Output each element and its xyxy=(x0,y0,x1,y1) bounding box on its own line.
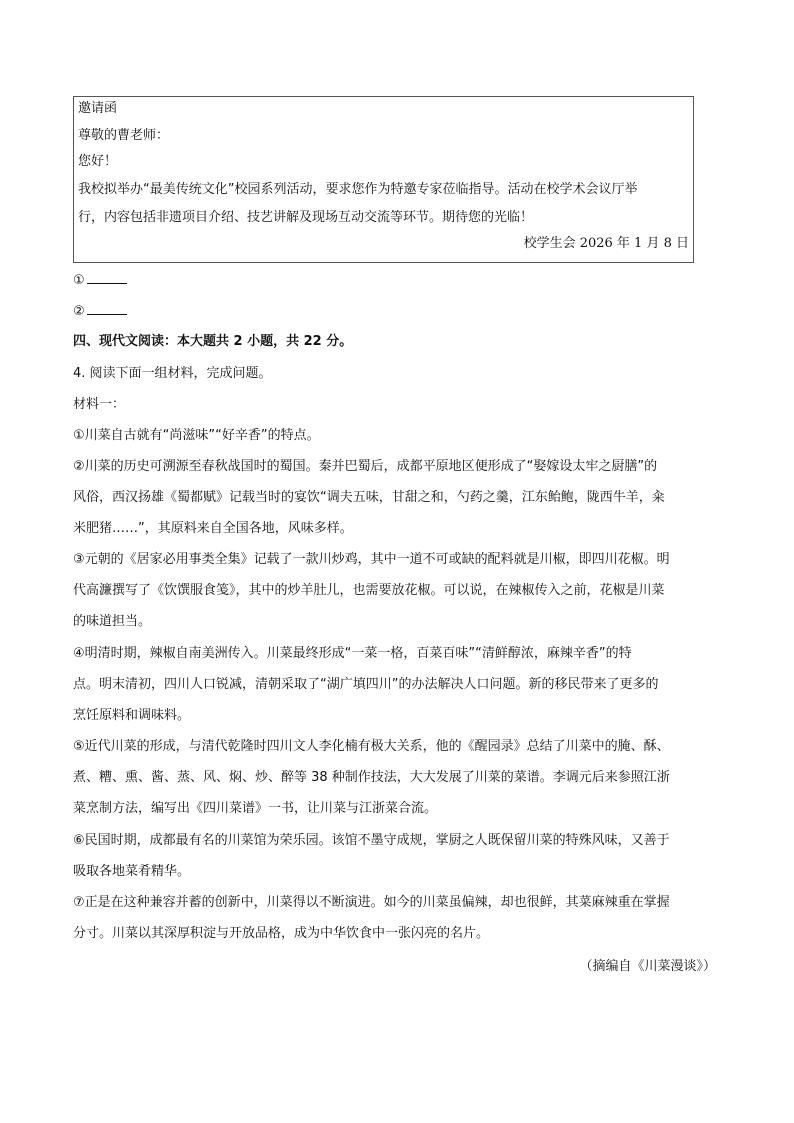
material-label: 材料一： xyxy=(73,397,126,412)
paragraph-line: ③元朝的《居家必用事类全集》记载了一款川炒鸡，其中一道不可或缺的配料就是川椒，即四川花椒。明 xyxy=(73,552,670,567)
paragraph-line: ⑥民国时期，成都最有名的川菜馆为荣乐园。该馆不墨守成规，掌厨之人既保留川菜的特殊风味，又善于 xyxy=(73,833,670,848)
paragraph-line: 代高濂撰写了《饮馔服食笺》，其中的炒羊肚儿，也需要放花椒。可以说，在辣椒传入之前，花椒是川菜 xyxy=(73,583,665,598)
answer-underline-2[interactable] xyxy=(87,302,127,315)
paragraph-line: ①川菜自古就有“尚滋味”“好辛香”的特点。 xyxy=(73,428,320,443)
paragraph-line: 吸取各地菜肴精华。 xyxy=(73,864,191,879)
source-citation: （摘编自《川菜漫谈》） xyxy=(579,959,716,974)
answer-underline-1[interactable] xyxy=(87,271,127,284)
paragraph-line: 米肥猪……”，其原料来自全国各地，风味多样。 xyxy=(73,521,353,536)
paragraph-line: ⑦正是在这种兼容并蓄的创新中，川菜得以不断演进。如今的川菜虽偏辣，却也很鲜，其菜麻辣重在掌握 xyxy=(73,895,670,910)
paragraph-line: ⑤近代川菜的形成，与清代乾隆时四川文人李化楠有极大关系，他的《醒园录》总结了川菜中的腌、酥、 xyxy=(73,739,670,754)
answer-number-2: ② xyxy=(73,304,85,319)
invitation-title: 邀请函 xyxy=(78,101,118,116)
paragraph-line: 煮、糟、熏、酱、蒸、风、焖、炒、醉等 38 种制作技法，大大发展了川菜的菜谱。李调元后来参照江浙 xyxy=(73,770,670,785)
paragraph-line: 分寸。川菜以其深厚积淀与开放品格，成为中华饮食中一张闪亮的名片。 xyxy=(73,926,490,941)
paragraph-line: 风俗，西汉扬雄《蜀都赋》记载当时的宴饮“调夫五味，甘甜之和，勺药之羹，江东鲐鲍，陇西牛羊，籴 xyxy=(73,490,665,505)
invitation-box xyxy=(73,96,694,263)
paragraph-line: 的味道担当。 xyxy=(73,614,152,629)
invitation-body-line1: 我校拟举办“最美传统文化”校园系列活动，要求您作为特邀专家莅临指导。活动在校学术会议厅举 xyxy=(78,182,638,197)
answer-blank-1 xyxy=(73,271,127,290)
paragraph-line: 烹饪原料和调味料。 xyxy=(73,708,191,723)
paragraph-line: 点。明末清初，四川人口锐减，清朝采取了“湖广填四川”的办法解决人口问题。新的移民带来了更多的 xyxy=(73,677,659,692)
question-stem: 4. 阅读下面一组材料，完成问题。 xyxy=(73,366,272,381)
section-heading: 四、现代文阅读：本大题共 2 小题，共 22 分。 xyxy=(73,334,353,349)
paragraph-line: 菜烹制方法，编写出《四川菜谱》一书，让川菜与江浙菜合流。 xyxy=(73,801,438,816)
answer-blank-2 xyxy=(73,302,127,321)
paragraph-line: ④明清时期，辣椒自南美洲传入。川菜最终形成“一菜一格，百菜百味”“清鲜醇浓，麻辣辛香”的特 xyxy=(73,646,632,661)
paragraph-line: ②川菜的历史可溯源至春秋战国时的蜀国。秦并巴蜀后，成都平原地区便形成了“娶嫁设太牢之厨膳”的 xyxy=(73,459,658,474)
invitation-greeting: 您好！ xyxy=(78,154,118,169)
invitation-signature: 校学生会 2026 年 1 月 8 日 xyxy=(523,236,689,251)
invitation-salutation: 尊敬的曹老师： xyxy=(78,128,170,143)
invitation-body-line2: 行，内容包括非遗项目介绍、技艺讲解及现场互动交流等环节。期待您的光临！ xyxy=(78,210,534,225)
answer-number-1: ① xyxy=(73,273,85,288)
